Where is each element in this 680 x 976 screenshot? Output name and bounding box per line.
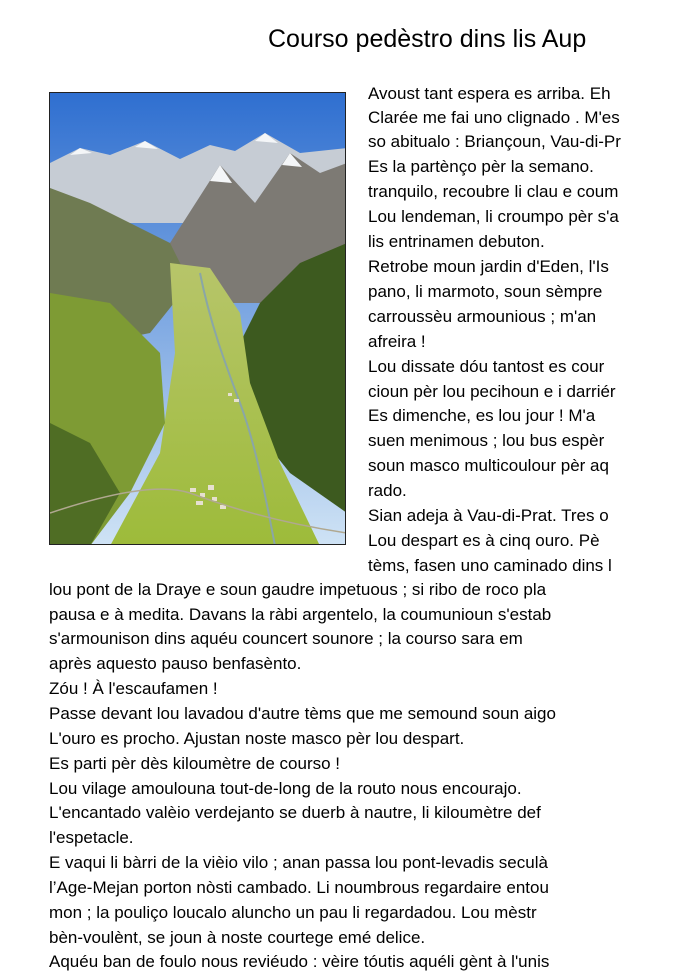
text-line: cioun pèr lou pecihoun e i darriér <box>368 382 616 401</box>
text-line: Lou dissate dóu tantost es cour <box>368 357 605 376</box>
text-line: Sian adeja à Vau-di-Prat. Tres o <box>368 506 609 525</box>
text-line: carroussèu armounious ; m'an <box>368 307 597 326</box>
text-line: lis entrinamen debuton. <box>368 232 545 251</box>
text-line: Es dimenche, es lou jour ! M'a <box>368 406 596 425</box>
text-line: Clarée me fai uno clignado . M'es <box>368 108 620 127</box>
text-line: pausa e à medita. Davans la ràbi argentelo, la coumunioun s'estab <box>49 605 552 624</box>
text-line: Es la partènço pèr la semano. <box>368 157 594 176</box>
mountain-valley-illustration <box>50 93 346 545</box>
text-line: l'espetacle. <box>49 828 134 847</box>
text-line: E vaqui li bàrri de la vièio vilo ; anan passa lou pont-levadis seculà <box>49 853 548 872</box>
text-line: s'armounison dins aquéu councert sounore ; la courso sara em <box>49 629 523 648</box>
text-line: so abitualo : Briançoun, Vau-di-Pr <box>368 132 621 151</box>
text-line: lou pont de la Draye e soun gaudre impetuous ; si ribo de roco pla <box>49 580 547 599</box>
text-line: rado. <box>368 481 407 500</box>
text-line: l’Age-Mejan porton nòsti cambado. Li noumbrous regardaire entou <box>49 878 549 897</box>
text-line: Retrobe moun jardin d'Eden, l'Is <box>368 257 609 276</box>
text-line: Passe devant lou lavadou d'autre tèms que me semound soun aigo <box>49 704 556 723</box>
text-line: Avoust tant espera es arriba. Eh <box>368 84 611 103</box>
text-line: tèms, fasen uno caminado dins l <box>368 556 612 575</box>
text-line: bèn-voulènt, se joun à noste courtege emé delice. <box>49 928 426 947</box>
text-line: tranquilo, recoubre li clau e coum <box>368 182 619 201</box>
text-line: suen menimous ; lou bus espèr <box>368 431 605 450</box>
text-line: soun masco multicoulour pèr aq <box>368 456 609 475</box>
text-line: mon ; la pouliço loucalo aluncho un pau li regardadou. Lou mèstr <box>49 903 537 922</box>
page-title: Courso pedèstro dins lis Aup <box>268 25 587 53</box>
text-line: Aquéu ban de foulo nous reviéudo : vèire tóutis aquéli gènt à l'unis <box>49 952 550 971</box>
text-line: Lou vilage amoulouna tout-de-long de la routo nous encourajo. <box>49 779 522 798</box>
text-line: Zóu ! À l'escaufamen ! <box>49 679 218 698</box>
text-line: L'encantado valèio verdejanto se duerb à nautre, li kiloumètre def <box>49 803 541 822</box>
text-line: Es parti pèr dès kiloumètre de courso ! <box>49 754 341 773</box>
text-line: afreira ! <box>368 332 426 351</box>
text-line: Lou lendeman, li croumpo pèr s'a <box>368 207 619 226</box>
text-line: après aquesto pauso benfasènto. <box>49 654 302 673</box>
text-line: Lou despart es à cinq ouro. Pè <box>368 531 600 550</box>
mountain-valley-photo <box>49 92 346 545</box>
text-line: L'ouro es procho. Ajustan noste masco pèr lou despart. <box>49 729 465 748</box>
text-line: pano, li marmoto, soun sèmpre <box>368 282 603 301</box>
